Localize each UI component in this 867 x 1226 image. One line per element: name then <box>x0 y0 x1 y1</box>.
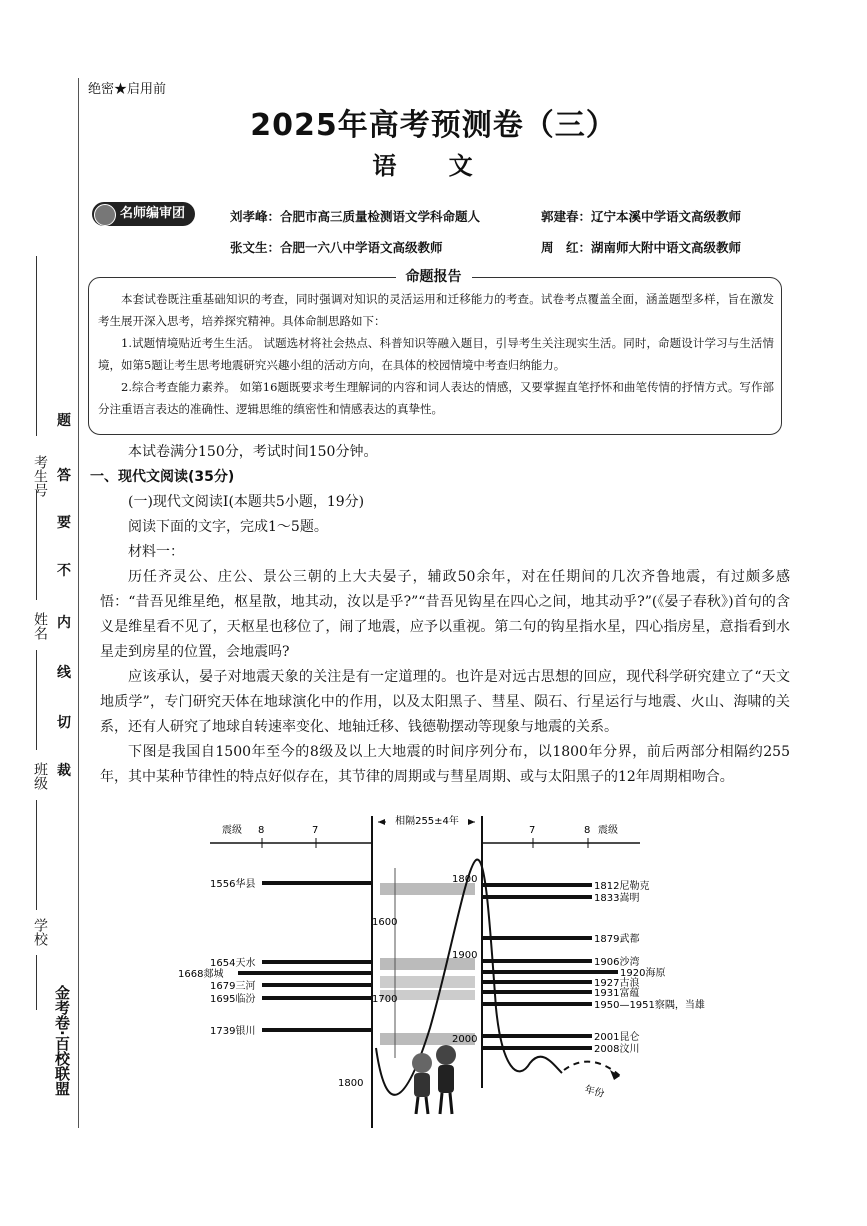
right-year-label: 1900 <box>452 950 478 961</box>
left-event-label: 1679三河 <box>210 981 256 992</box>
cut-char: 线 <box>57 665 71 681</box>
badge-logo-icon <box>94 204 116 226</box>
editor-entry <box>541 207 741 225</box>
passage-paragraph: 应该承认，晏子对地震天象的关注是有一定道理的。也许是对远古思想的回应，现代科学研究建立了“天文地质学”，专门研究天体在地球演化中的作用，以及太阳黑子、彗星、陨石、行星运行与地震、火山、海啸的关系，还有人研究了地球自转速率变化、地轴迁移、钱德勒摆动等现象与地震的关系。 <box>100 669 790 735</box>
field-class: 班级 <box>32 762 48 790</box>
editor-desc: 湖南师大附中语文高级教师 <box>591 240 742 255</box>
page-title: 2025年高考预测卷（三） <box>250 108 617 143</box>
editors-badge: 名师编审团 <box>92 202 195 226</box>
left-event-label: 1556华县 <box>210 879 256 890</box>
cut-char: 裁 <box>57 763 71 779</box>
subject-title: 语 文 <box>372 152 495 180</box>
right-event-label: 2008汶川 <box>594 1044 640 1055</box>
cut-char: 不 <box>57 563 71 579</box>
binding-line <box>78 78 79 1128</box>
left-year-label: 1800 <box>338 1078 364 1089</box>
editor-desc: 合肥一六八中学语文高级教师 <box>280 240 443 255</box>
editor-entry <box>541 238 741 256</box>
editor-name: 周 红： <box>541 240 592 255</box>
editor-name: 刘孝峰： <box>230 209 281 224</box>
cut-char: 要 <box>57 515 71 531</box>
right-year-label: 1800 <box>452 874 478 885</box>
field-line <box>36 650 37 750</box>
editor-desc: 合肥市高三质量检测语文学科命题人 <box>280 209 481 224</box>
cut-char: 内 <box>57 615 71 631</box>
section-heading: 一、现代文阅读(35分) <box>90 469 235 485</box>
material-label: 材料一： <box>128 544 184 560</box>
editor-entry <box>230 238 443 256</box>
left-event-label: 1668郯城 <box>178 969 224 980</box>
editor-entry <box>230 207 480 225</box>
field-examinee-number: 考生号 <box>32 455 48 497</box>
cut-char: 答 <box>57 468 71 484</box>
field-line <box>36 800 37 910</box>
instruction: 阅读下面的文字，完成1～5题。 <box>128 519 328 535</box>
report-paragraph: 2.综合考查能力素养。 如第16题既要求考生理解词的内容和词人表达的情感，又要掌握直笔抒怀和曲笔传情的抒情方式。写作部分注重语言表达的准确性、逻辑思维的缜密性和情感表达的真挚性。 <box>98 380 774 416</box>
right-event-label: 1950—1951察隅，当雄 <box>594 1000 705 1011</box>
right-event-label: 2001昆仑 <box>594 1032 640 1043</box>
right-axis-label: 震级 <box>598 825 618 836</box>
field-name: 姓名 <box>32 612 48 640</box>
report-paragraph: 1.试题情境贴近考生生活。 试题选材将社会热点、科普知识等融入题目，引导考生关注现实生活。同时，命题设计学习与生活情境，如第5题让考生思考地震研究兴趣小组的活动方向，在具体的校园情境中考查归纳能力。 <box>98 336 774 372</box>
right-tick-label: 7 <box>529 825 536 836</box>
secret-label: 绝密★启用前 <box>88 82 167 97</box>
field-school: 学校 <box>32 918 48 946</box>
cartoon-students-illustration <box>412 1045 456 1114</box>
left-event-label: 1695临汾 <box>210 994 256 1005</box>
right-tick-label: 8 <box>584 825 591 836</box>
right-event-label: 1920海原 <box>620 968 666 979</box>
right-event-label: 1812尼勒克 <box>594 881 650 892</box>
interval-label: 相隔255±4年 <box>395 816 459 827</box>
earthquake-timeline-figure <box>178 808 705 1128</box>
report-title: 命题报告 <box>0 266 867 286</box>
editor-desc: 辽宁本溪中学语文高级教师 <box>591 209 742 224</box>
left-event-label: 1654天水 <box>210 958 256 969</box>
cut-char: 题 <box>57 413 71 429</box>
right-event-label: 1833嵩明 <box>594 893 640 904</box>
brand-label: 金考卷·百校联盟 <box>53 985 71 1096</box>
left-event-label: 1739银川 <box>210 1026 256 1037</box>
right-event-label: 1879武都 <box>594 934 640 945</box>
left-year-label: 1600 <box>372 917 398 928</box>
left-tick-label: 7 <box>312 825 319 836</box>
time-axis-label: 年份 <box>583 1084 606 1101</box>
editor-name: 张文生： <box>230 240 281 255</box>
right-year-label: 2000 <box>452 1034 478 1045</box>
passage-paragraph: 历任齐灵公、庄公、景公三朝的上大夫晏子，辅政50余年，对在任期间的几次齐鲁地震，有过颇多感悟：“昔吾见维星绝，枢星散，地其动，汝以是乎?”“昔吾见钩星在四心之间，地其动乎?”(《晏子春秋》)首句的含义是维星看不见了，天枢星也移位了，闹了地震，应予以重视。第二句的钩星指水星，四心指房星，意指看到水星走到房星的位置，会地震吗? <box>100 569 790 660</box>
left-tick-label: 8 <box>258 825 265 836</box>
right-event-label: 1906沙湾 <box>594 957 640 968</box>
cut-char: 切 <box>57 715 71 731</box>
subsection-heading: (一)现代文阅读Ⅰ(本题共5小题，19分) <box>128 494 365 510</box>
report-paragraph: 本套试卷既注重基础知识的考查，同时强调对知识的灵活运用和迁移能力的考查。试卷考点覆盖全面，涵盖题型多样，旨在激发考生展开深入思考，培养探究精神。具体命制思路如下： <box>98 292 774 328</box>
right-event-label: 1931富蕴 <box>594 988 640 999</box>
right-event-label: 1927古浪 <box>594 978 640 989</box>
passage-paragraph: 下图是我国自1500年至今的8级及以上大地震的时间序列分布，以1800年分界，前后两部分相隔约255年，其中某种节律性的特点好似存在，其节律的周期或与彗星周期、或与太阳黑子的12年周期相吻合。 <box>100 744 790 785</box>
left-axis-label: 震级 <box>222 825 242 836</box>
left-year-label: 1700 <box>372 994 398 1005</box>
report-body <box>98 288 774 420</box>
exam-body <box>90 440 790 790</box>
editor-name: 郭建春： <box>541 209 592 224</box>
field-line <box>36 490 37 600</box>
field-line <box>36 955 37 1010</box>
correlation-band <box>380 976 475 988</box>
exam-intro: 本试卷满分150分，考试时间150分钟。 <box>128 444 378 460</box>
